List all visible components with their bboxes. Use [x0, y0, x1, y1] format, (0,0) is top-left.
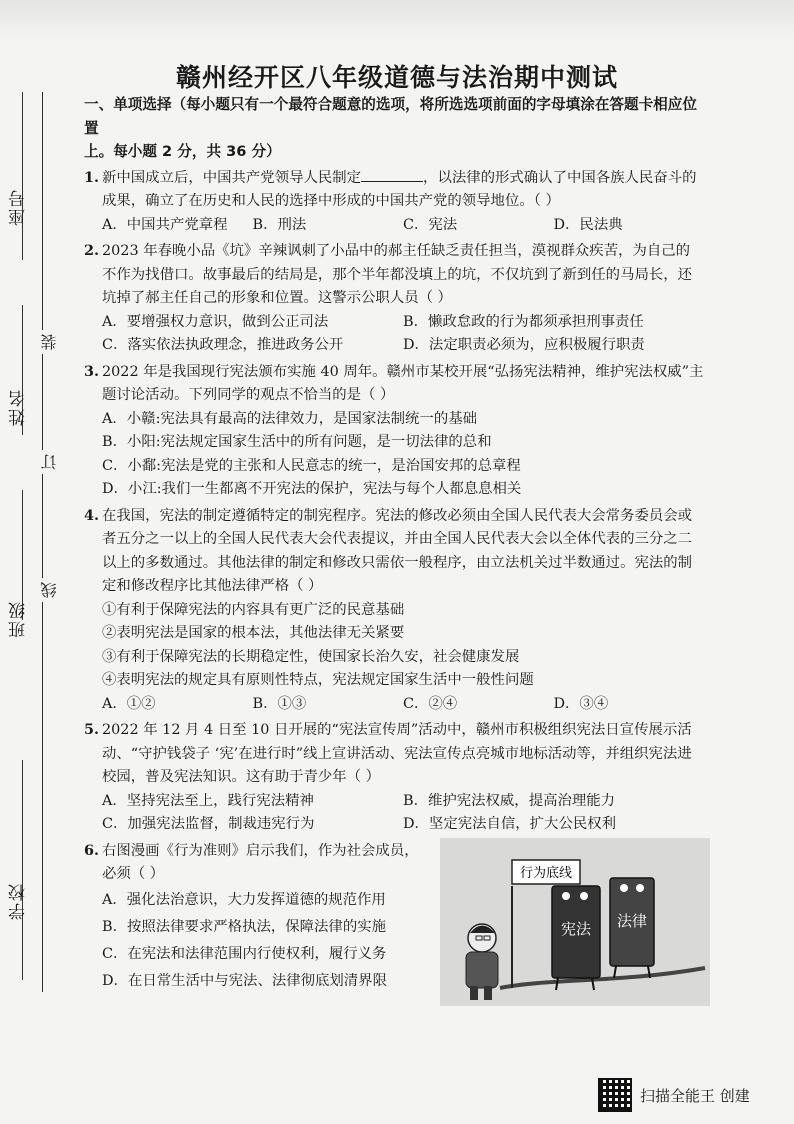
question-stem: 右图漫画《行为准则》启示我们，作为社会成员，	[102, 842, 419, 859]
binding-line	[42, 92, 43, 992]
law-label: 法律	[616, 912, 648, 930]
name-label: 姓名	[9, 388, 29, 426]
seat-blank-line	[22, 92, 23, 260]
constitution-book	[552, 886, 600, 990]
question-stem: 2023 年春晚小品《坑》辛辣讽刺了小品中的郝主任缺乏责任担当，漠视群众疾苦，为自己的不作为找借口。故事最后的结局是，那个半年都没填上的坑，不仅坑到了新到任的马局长，还坑掉了郝主任自己的形象和位置。这警示公职人员（ ）	[102, 243, 693, 306]
question-stem: 新中国成立后，中国共产党领导人民制定	[102, 169, 362, 186]
school-label: 学校	[9, 882, 29, 920]
page-top-shadow	[0, 0, 794, 42]
question-stem-cont: 必须（ ）	[102, 866, 165, 882]
question-stem: 2022 年是我国现行宪法颁布实施 40 周年。赣州市某校开展“弘扬宪法精神，维护宪法权威”主题讨论活动。下列同学的观点不恰当的是（ ）	[102, 363, 704, 403]
school-blank-line	[22, 760, 23, 980]
option-a[interactable]: A．要增强权力意识，做到公正司法	[102, 313, 329, 330]
qr-code-icon	[598, 1078, 632, 1112]
question-3-options	[84, 408, 704, 502]
question-stem: 在我国，宪法的制定遵循特定的制宪程序。宪法的修改必须由全国人民代表大会常务委员会或者五分之一以上的全国人民代表大会代表提议，并由全国人民代表大会以全体代表的三分之二以上的多数通过。其他法律的制定和修改只需依一般程序，由立法机关过半数通过。宪法的制定和修改程序比其他法律严格（ ）	[102, 507, 693, 594]
option-b[interactable]: B．按照法律要求严格执法，保障法律的实施	[102, 918, 386, 935]
section-heading	[84, 93, 704, 164]
question-stem: 2022 年 12 月 4 日至 10 日开展的“宪法宣传周”活动中，赣州市积极组织宪法日宣传展示活动、“守护钱袋子 ‘宪’在进行时”线上宣讲活动、宪法宣传点亮城市地标活动等，并组织宪法进校园，普及宪法知识。这有助于青少年（ ）	[102, 722, 692, 785]
question-1-options	[84, 214, 704, 238]
option-d[interactable]: D．③④	[553, 695, 609, 712]
question-stem-cont: ，以法律的形式确认了中国各族人民奋斗的成果，确立了在历史和人民的选择中形成的中国共产党的领导地位。（ ）	[102, 169, 697, 209]
option-d[interactable]: D．法定职责必须为，应积极履行职责	[403, 337, 645, 353]
answer-blank	[361, 167, 423, 182]
question-number: 2.	[84, 242, 100, 259]
question-6-options	[84, 887, 432, 995]
option-b[interactable]: B．刑法	[252, 216, 307, 233]
statement-4: ④表明宪法的规定具有原则性特点，宪法规定国家生活中一般性问题	[102, 672, 534, 688]
option-c[interactable]: C．加强宪法监督，制裁违宪行为	[102, 816, 315, 832]
option-d[interactable]: D．民法典	[553, 216, 623, 233]
option-b[interactable]: B．①③	[252, 695, 307, 712]
question-4	[84, 504, 704, 599]
question-6	[84, 839, 432, 887]
bind-mark-xian: 线	[38, 578, 61, 602]
option-c[interactable]: C．小鄱:宪法是党的主张和人民意志的统一，是治国安邦的总章程	[102, 457, 521, 474]
option-a[interactable]: A．①②	[102, 695, 156, 712]
sign-text: 行为底线	[519, 866, 573, 881]
bind-mark-zhuang: 装	[38, 330, 61, 354]
seat-label: 座号	[9, 188, 29, 226]
option-c[interactable]: C．宪法	[403, 216, 458, 233]
option-b[interactable]: B．懒政怠政的行为都须承担刑事责任	[403, 313, 644, 330]
watermark-text: 扫描全能王 创建	[640, 1086, 750, 1105]
question-1	[84, 166, 704, 214]
cartoon-illustration	[440, 838, 710, 1006]
option-a[interactable]: A．中国共产党章程	[102, 216, 228, 233]
page-title: 赣州经开区八年级道德与法治期中测试	[175, 63, 618, 92]
statement-1: ①有利于保障宪法的内容具有更广泛的民意基础	[102, 601, 405, 618]
statement-2: ②表明宪法是国家的根本法，其他法律无关紧要	[102, 625, 405, 641]
option-b[interactable]: B．维护宪法权威，提高治理能力	[403, 792, 616, 809]
question-number: 4.	[84, 506, 100, 524]
option-c[interactable]: C．落实依法执政理念，推进政务公开	[102, 337, 344, 353]
question-number: 1.	[84, 168, 100, 186]
option-b[interactable]: B．小阳:宪法规定国家生活中的所有问题，是一切法律的总和	[102, 434, 492, 450]
question-number: 5.	[84, 721, 100, 738]
question-2	[84, 239, 704, 311]
question-3	[84, 360, 704, 408]
option-c[interactable]: C．②④	[403, 695, 458, 712]
scanner-watermark	[598, 1078, 750, 1112]
option-a[interactable]: A．强化法治意识，大力发挥道德的规范作用	[102, 891, 386, 908]
option-a[interactable]: A．小赣:宪法具有最高的法律效力，是国家法制统一的基础	[102, 410, 478, 427]
question-number: 6.	[84, 841, 100, 859]
class-label: 班级	[9, 600, 29, 638]
section-heading-line2: 上。每小题 2 分，共 36 分）	[84, 143, 281, 160]
option-d[interactable]: D．在日常生活中与宪法、法律彻底划清界限	[102, 972, 387, 989]
constitution-label: 宪法	[560, 920, 592, 938]
section-heading-line1: 一、单项选择（每小题只有一个最符合题意的选项，将所选选项前面的字母填涂在答题卡相应位置	[84, 96, 697, 137]
option-a[interactable]: A．坚持宪法至上，践行宪法精神	[102, 792, 314, 809]
question-5	[84, 718, 704, 790]
question-4-options	[84, 693, 704, 717]
option-d[interactable]: D．坚定宪法自信，扩大公民权利	[403, 816, 617, 832]
option-d[interactable]: D．小江:我们一生都离不开宪法的保护，宪法与每个人都息息相关	[102, 481, 522, 497]
bind-mark-ding: 订	[38, 450, 61, 474]
statement-3: ③有利于保障宪法的长期稳定性，使国家长治久安，社会健康发展	[102, 648, 520, 665]
question-4-statements	[84, 599, 704, 693]
question-5-options	[84, 790, 704, 837]
question-2-options	[84, 311, 704, 358]
question-number: 3.	[84, 362, 100, 380]
option-c[interactable]: C．在宪法和法律范围内行使权利，履行义务	[102, 945, 387, 962]
